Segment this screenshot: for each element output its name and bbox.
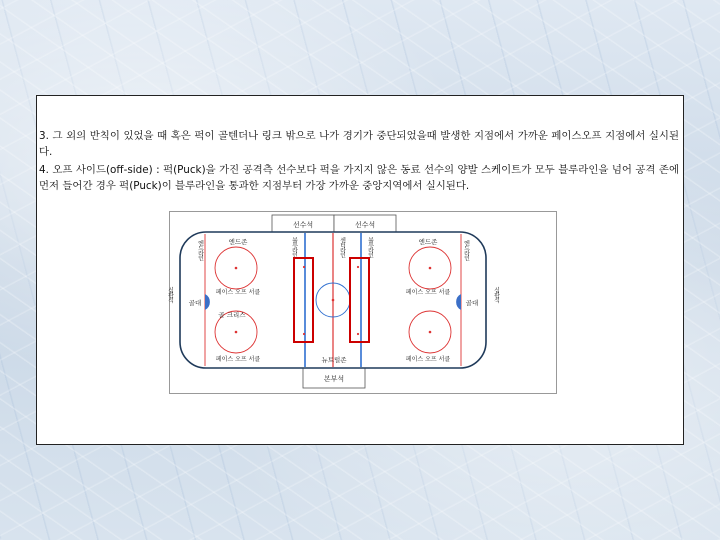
paragraph-faceoff-rule: 3. 그 외의 반칙이 있었을 때 혹은 퍽이 골텐더나 링크 밖으로 나가 경기가 중단되었을때 발생한 지점에서 가까운 페이스오프 지점에서 실시된다.	[39, 130, 679, 158]
faceoff-dot	[429, 267, 432, 270]
faceoff-dot	[303, 333, 305, 335]
faceoff-circle-label-top-right: 페이스 오프 서클	[405, 289, 451, 296]
paragraph-offside-rule: 4. 오프 사이드(off-side) : 퍽(Puck)을 가진 공격측 선수보다 퍽을 가지지 않은 동료 선수의 양발 스케이트가 모두 블루라인을 넘어 공격 존에 먼저 들어간 경우 퍽(Puck)이 블루라인을 통과한 지점부터 가장 가까운 중앙지역에서 실시된다.	[39, 164, 679, 192]
officials-box-label: 본부석	[323, 375, 345, 383]
goal-right-label: 골대	[465, 299, 479, 307]
faceoff-dot	[235, 267, 238, 270]
referee-left-label: 심판석	[166, 287, 174, 302]
faceoff-circle-label-bottom-left: 페이스 오프 서클	[215, 356, 261, 363]
center-line-label: 센터라인	[338, 237, 346, 257]
blue-line-right-label: 블루라인	[366, 237, 374, 257]
goal-crease-label: 골 크리스	[218, 311, 246, 319]
faceoff-dot	[357, 266, 359, 268]
blue-line-left-label: 블루라인	[290, 237, 298, 257]
rink-svg	[166, 212, 556, 393]
content-box	[36, 95, 684, 445]
faceoff-dot	[332, 299, 335, 302]
end-line-right-label: 엔드라인	[462, 240, 470, 260]
faceoff-dot	[357, 333, 359, 335]
faceoff-circle-label-top-left: 페이스 오프 서클	[215, 289, 261, 296]
players-bench-right-label: 선수석	[354, 221, 376, 229]
players-bench-left-label: 선수석	[292, 221, 314, 229]
referee-right-label: 심판석	[492, 287, 500, 302]
end-zone-right-label: 엔드존	[418, 238, 438, 246]
faceoff-circle-label-bottom-right: 페이스 오프 서클	[405, 356, 451, 363]
faceoff-dot	[235, 331, 238, 334]
end-line-left-label: 엔드라인	[196, 240, 204, 260]
faceoff-dot	[429, 331, 432, 334]
rink-diagram	[166, 211, 557, 394]
neutral-zone-label: 뉴트럴존	[321, 356, 347, 364]
goal-left-label: 골대	[188, 299, 202, 307]
end-zone-left-label: 엔드존	[228, 238, 248, 246]
faceoff-dot	[303, 266, 305, 268]
